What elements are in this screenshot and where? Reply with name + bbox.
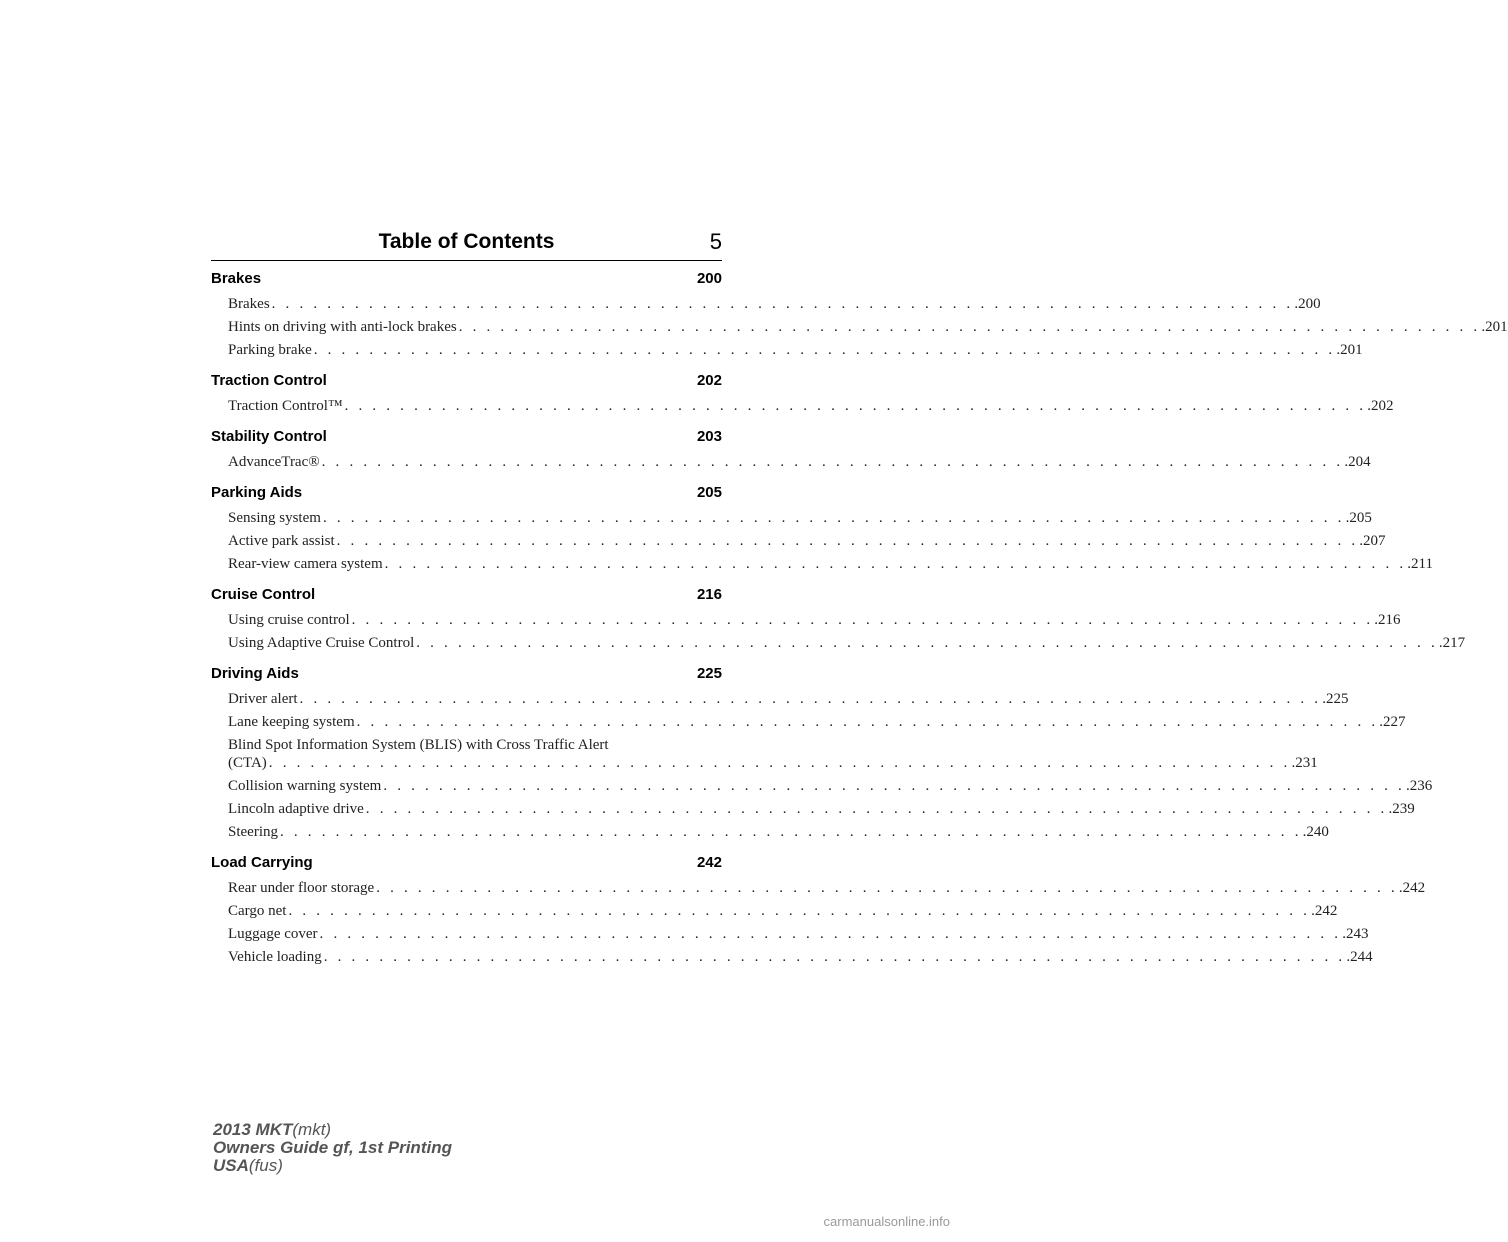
section-title: Cruise Control bbox=[211, 586, 316, 603]
dot-leader: . . . . . . . . . . . . . . . . . . . . . . . . . . . . . . . . . . . . . . . . . . . . . . . . . . . . . . . . . . . . . . . . . . . . . . . . . . bbox=[323, 949, 1346, 965]
toc-entry[interactable] bbox=[228, 453, 1371, 471]
section-heading[interactable] bbox=[211, 370, 722, 392]
toc-entry[interactable] bbox=[228, 555, 1433, 573]
section-title: Stability Control bbox=[211, 428, 327, 445]
toc-entry[interactable] bbox=[228, 925, 1369, 943]
entry-label: Parking brake bbox=[228, 342, 312, 358]
section-page: 242 bbox=[696, 854, 722, 871]
entry-page: .200 bbox=[1294, 296, 1321, 312]
toc-entry[interactable] bbox=[228, 532, 1386, 550]
dot-leader: . . . . . . . . . . . . . . . . . . . . . . . . . . . . . . . . . . . . . . . . . . . . . . . . . . . . . . . . . . . . . . . . . . . . . . . . . . bbox=[384, 556, 1407, 572]
entry-label: Using cruise control bbox=[228, 612, 350, 628]
entry-label: Steering bbox=[228, 824, 278, 840]
entry-page: .201 bbox=[1336, 342, 1363, 358]
entry-label: Luggage cover bbox=[228, 926, 318, 942]
entry-label: Brakes bbox=[228, 296, 270, 312]
entry-label: Sensing system bbox=[228, 510, 321, 526]
entry-page: .243 bbox=[1342, 926, 1369, 942]
section-title: Parking Aids bbox=[211, 484, 303, 501]
entry-page: .242 bbox=[1311, 903, 1338, 919]
entry-label: Cargo net bbox=[228, 903, 287, 919]
entry-page: .225 bbox=[1322, 691, 1349, 707]
toc-section bbox=[211, 370, 1394, 415]
section-title: Load Carrying bbox=[211, 854, 313, 871]
entry-page: .216 bbox=[1374, 612, 1401, 628]
entry-page: .240 bbox=[1302, 824, 1329, 840]
toc-entry[interactable] bbox=[228, 690, 1349, 708]
section-title: Brakes bbox=[211, 270, 262, 287]
entry-page: .236 bbox=[1406, 778, 1433, 794]
page-number: 5 bbox=[709, 229, 722, 254]
footer-line-3: USA(fus) bbox=[213, 1156, 283, 1175]
section-heading[interactable] bbox=[211, 584, 722, 606]
entry-page: .217 bbox=[1438, 635, 1466, 651]
toc-entry[interactable] bbox=[228, 800, 1415, 818]
toc-section bbox=[211, 482, 1433, 573]
entry-page: .201 bbox=[1481, 319, 1508, 335]
toc-section bbox=[211, 426, 1371, 471]
entry-page: .204 bbox=[1344, 454, 1371, 470]
toc-entry[interactable] bbox=[228, 948, 1373, 966]
section-title: Driving Aids bbox=[211, 665, 299, 682]
toc-section bbox=[211, 584, 1466, 652]
entry-page: .239 bbox=[1388, 801, 1415, 817]
entry-label: Hints on driving with anti-lock brakes bbox=[228, 319, 457, 335]
dot-leader: . . . . . . . . . . . . . . . . . . . . . . . . . . . . . . . . . . . . . . . . . . . . . . . . . . . . . . . . . . . . . . . . . . . . . . . . . . bbox=[319, 926, 1342, 942]
dot-leader: . . . . . . . . . . . . . . . . . . . . . . . . . . . . . . . . . . . . . . . . . . . . . . . . . . . . . . . . . . . . . . . . . . . . . . . . . . bbox=[344, 398, 1367, 414]
toc-entry[interactable] bbox=[228, 736, 1318, 772]
dot-leader: . . . . . . . . . . . . . . . . . . . . . . . . . . . . . . . . . . . . . . . . . . . . . . . . . . . . . . . . . . . . . . . . . . . . . . . . . . bbox=[376, 880, 1398, 896]
section-page: 202 bbox=[696, 372, 722, 389]
section-heading[interactable] bbox=[211, 852, 722, 874]
dot-leader: . . . . . . . . . . . . . . . . . . . . . . . . . . . . . . . . . . . . . . . . . . . . . . . . . . . . . . . . . . . . . . . . . . . . . . . . . . bbox=[321, 454, 1344, 470]
dot-leader: . . . . . . . . . . . . . . . . . . . . . . . . . . . . . . . . . . . . . . . . . . . . . . . . . . . . . . . . . . . . . . . . . . . . . . . . . . bbox=[351, 612, 1374, 628]
section-page: 205 bbox=[696, 484, 722, 501]
section-page: 200 bbox=[696, 270, 722, 287]
entry-page: .227 bbox=[1379, 714, 1406, 730]
entry-label: Driver alert bbox=[228, 691, 298, 707]
footer bbox=[213, 1121, 452, 1175]
toc-entry[interactable] bbox=[228, 902, 1338, 920]
toc-entry[interactable] bbox=[228, 318, 1508, 336]
toc-entry[interactable] bbox=[228, 823, 1329, 841]
dot-leader: . . . . . . . . . . . . . . . . . . . . . . . . . . . . . . . . . . . . . . . . . . . . . . . . . . . . . . . . . . . . . . . . . . . . . . . . . . bbox=[299, 691, 1322, 707]
toc-entry[interactable] bbox=[228, 295, 1321, 313]
dot-leader: . . . . . . . . . . . . . . . . . . . . . . . . . . . . . . . . . . . . . . . . . . . . . . . . . . . . . . . . . . . . . . . . . . . . . . . . . . bbox=[280, 824, 1302, 840]
dot-leader: . . . . . . . . . . . . . . . . . . . . . . . . . . . . . . . . . . . . . . . . . . . . . . . . . . . . . . . . . . . . . . . . . . . . . . . . . . bbox=[356, 714, 1379, 730]
dot-leader: . . . . . . . . . . . . . . . . . . . . . . . . . . . . . . . . . . . . . . . . . . . . . . . . . . . . . . . . . . . . . . . . . . . . . . . . . . bbox=[313, 342, 1336, 358]
toc-section bbox=[211, 663, 1433, 841]
entry-label: (CTA) bbox=[228, 755, 267, 771]
toc-section bbox=[211, 852, 1426, 966]
entry-page: .205 bbox=[1345, 510, 1372, 526]
entry-page: .207 bbox=[1359, 533, 1386, 549]
toc-entry[interactable] bbox=[228, 879, 1426, 897]
entry-label-line-1: Blind Spot Information System (BLIS) with Cross Traffic Alert bbox=[228, 737, 609, 753]
footer-line-1: 2013 MKT(mkt) bbox=[213, 1120, 332, 1139]
dot-leader: . . . . . . . . . . . . . . . . . . . . . . . . . . . . . . . . . . . . . . . . . . . . . . . . . . . . . . . . . . . . . . . . . . . . . . . . . . bbox=[336, 533, 1359, 549]
toc-section bbox=[211, 268, 1508, 359]
watermark: carmanualsonline.info bbox=[823, 1214, 950, 1229]
page-title: Table of Contents bbox=[378, 230, 555, 253]
entry-label: Active park assist bbox=[228, 533, 335, 549]
section-page: 216 bbox=[696, 586, 722, 603]
toc-entry[interactable] bbox=[228, 341, 1363, 359]
toc-entry[interactable] bbox=[228, 713, 1406, 731]
entry-page: .211 bbox=[1407, 556, 1433, 572]
section-heading[interactable] bbox=[211, 426, 722, 448]
section-heading[interactable] bbox=[211, 482, 722, 504]
section-heading[interactable] bbox=[211, 663, 722, 685]
toc-entry[interactable] bbox=[228, 777, 1433, 795]
entry-page: .231 bbox=[1291, 755, 1318, 771]
dot-leader: . . . . . . . . . . . . . . . . . . . . . . . . . . . . . . . . . . . . . . . . . . . . . . . . . . . . . . . . . . . . . . . . . . . . . . . . . . bbox=[458, 319, 1481, 335]
entry-label: AdvanceTrac® bbox=[228, 454, 320, 470]
entry-page: .244 bbox=[1346, 949, 1373, 965]
entry-label: Traction Control™ bbox=[228, 398, 343, 414]
footer-line-2: Owners Guide gf, 1st Printing bbox=[213, 1138, 452, 1157]
entry-page: .242 bbox=[1398, 880, 1426, 896]
dot-leader: . . . . . . . . . . . . . . . . . . . . . . . . . . . . . . . . . . . . . . . . . . . . . . . . . . . . . . . . . . . . . . . . . . . . . . . . . . bbox=[271, 296, 1294, 312]
section-page: 203 bbox=[696, 428, 722, 445]
entry-label: Rear under floor storage bbox=[228, 880, 375, 896]
section-heading[interactable] bbox=[211, 268, 722, 290]
dot-leader: . . . . . . . . . . . . . . . . . . . . . . . . . . . . . . . . . . . . . . . . . . . . . . . . . . . . . . . . . . . . . . . . . . . . . . . . . . bbox=[322, 510, 1345, 526]
entry-label: Vehicle loading bbox=[228, 949, 322, 965]
dot-leader: . . . . . . . . . . . . . . . . . . . . . . . . . . . . . . . . . . . . . . . . . . . . . . . . . . . . . . . . . . . . . . . . . . . . . . . . . . bbox=[416, 635, 1438, 651]
toc-entry[interactable] bbox=[228, 634, 1466, 652]
page-header bbox=[211, 228, 722, 261]
dot-leader: . . . . . . . . . . . . . . . . . . . . . . . . . . . . . . . . . . . . . . . . . . . . . . . . . . . . . . . . . . . . . . . . . . . . . . . . . . bbox=[288, 903, 1311, 919]
entry-label: Rear-view camera system bbox=[228, 556, 383, 572]
toc-entry[interactable] bbox=[228, 397, 1394, 415]
entry-label: Lincoln adaptive drive bbox=[228, 801, 364, 817]
dot-leader: . . . . . . . . . . . . . . . . . . . . . . . . . . . . . . . . . . . . . . . . . . . . . . . . . . . . . . . . . . . . . . . . . . . . . . . . . . bbox=[383, 778, 1405, 794]
entry-page: .202 bbox=[1367, 398, 1394, 414]
entry-label: Lane keeping system bbox=[228, 714, 355, 730]
section-title: Traction Control bbox=[211, 372, 327, 389]
toc-entry[interactable] bbox=[228, 611, 1401, 629]
entry-label: Using Adaptive Cruise Control bbox=[228, 635, 415, 651]
table-of-contents bbox=[211, 268, 1508, 977]
entry-label: Collision warning system bbox=[228, 778, 382, 794]
section-page: 225 bbox=[696, 665, 722, 682]
toc-entry[interactable] bbox=[228, 509, 1372, 527]
dot-leader: . . . . . . . . . . . . . . . . . . . . . . . . . . . . . . . . . . . . . . . . . . . . . . . . . . . . . . . . . . . . . . . . . . . . . . . . . . bbox=[365, 801, 1388, 817]
dot-leader: . . . . . . . . . . . . . . . . . . . . . . . . . . . . . . . . . . . . . . . . . . . . . . . . . . . . . . . . . . . . . . . . . . . . . . . . . . bbox=[268, 755, 1291, 771]
